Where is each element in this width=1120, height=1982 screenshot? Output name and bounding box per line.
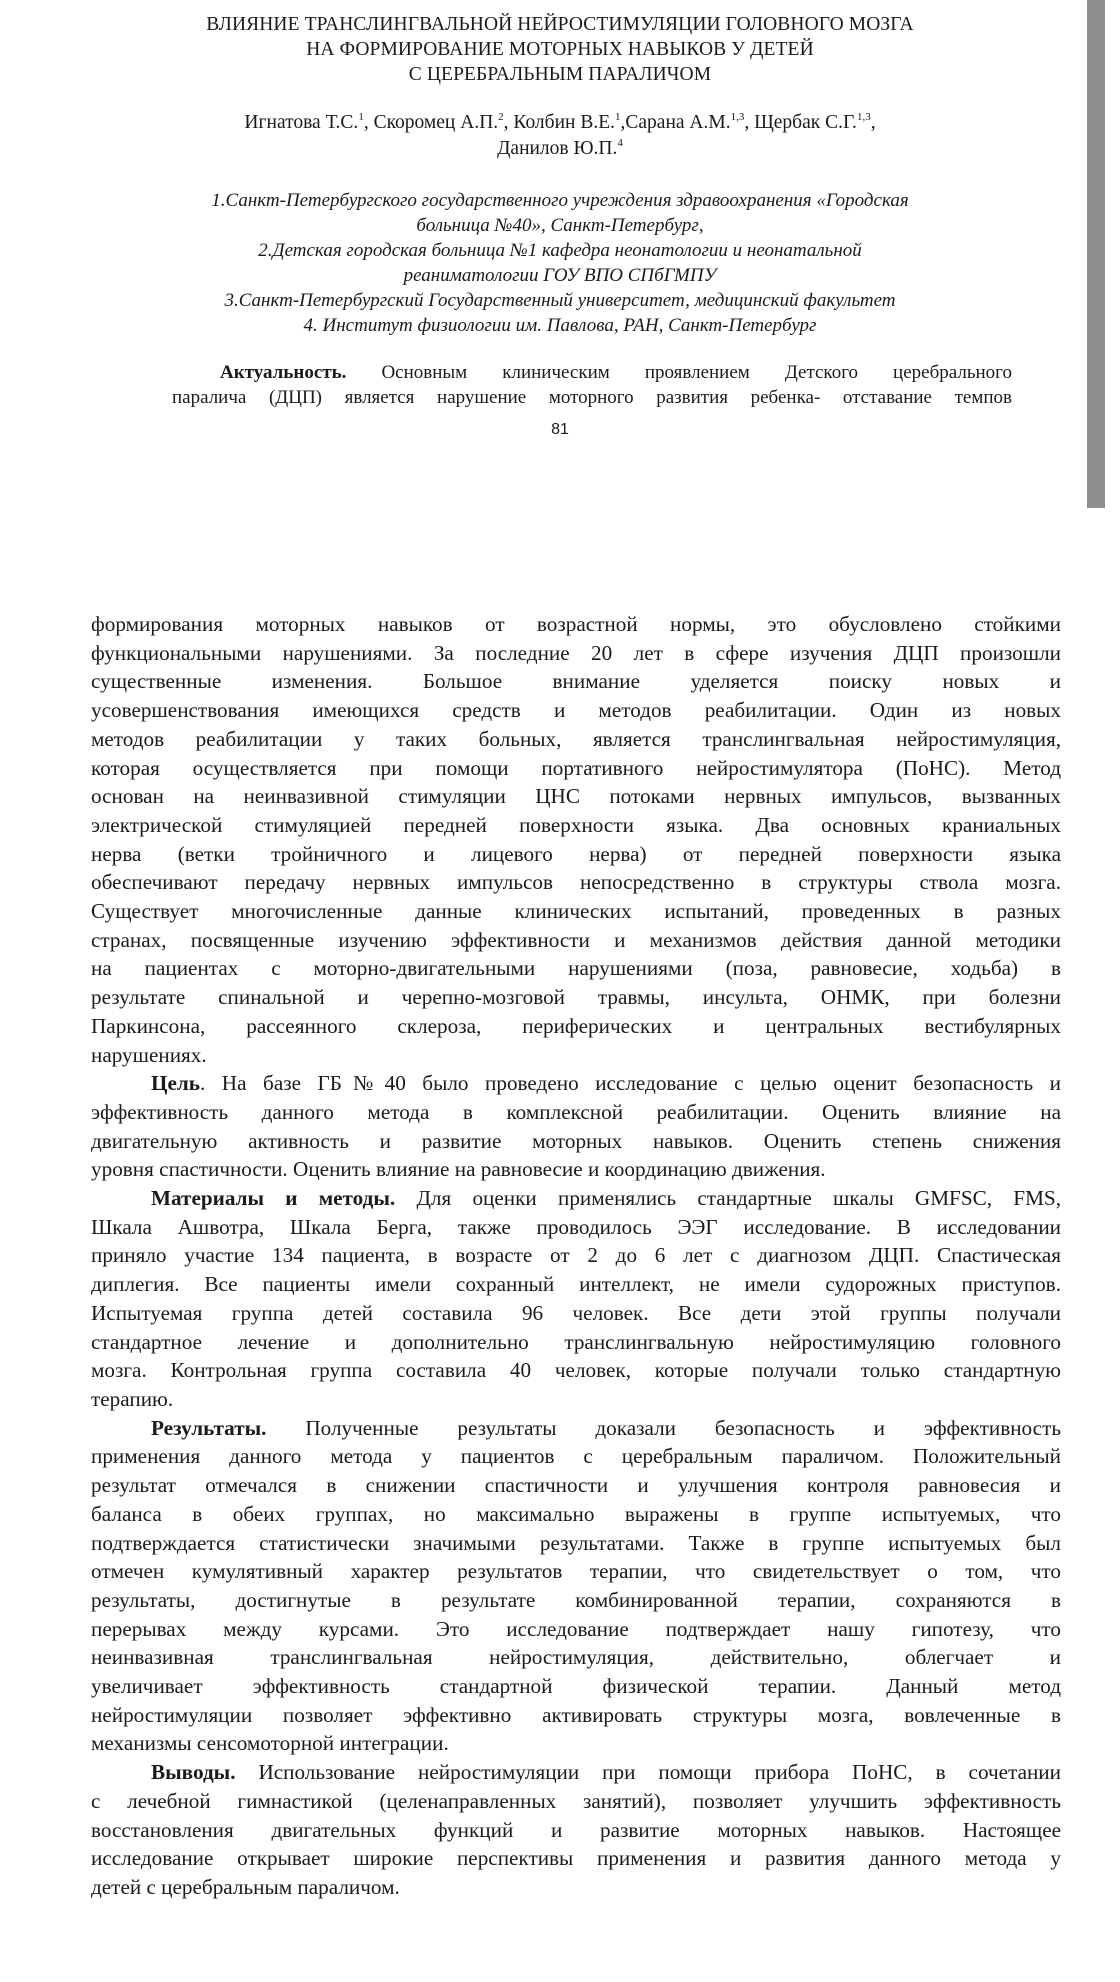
body-line xyxy=(91,696,1061,725)
body-line-text: исследование открывает широкие перспективы применения и развития данного метода у xyxy=(91,1846,1061,1871)
body-line-text: усовершенствования имеющихся средств и методов реабилитации. Один из новых xyxy=(91,698,1061,723)
body-line xyxy=(91,1643,1061,1672)
affiliation-line: 2.Детская городская больница №1 кафедра неонатологии и неонатальной xyxy=(258,240,862,261)
article-title xyxy=(150,12,970,87)
body-line xyxy=(91,1442,1061,1471)
body-line xyxy=(91,1873,1061,1902)
body-line xyxy=(91,811,1061,840)
body-line xyxy=(91,1471,1061,1500)
body-line-text: терапию. xyxy=(91,1386,174,1411)
body-line xyxy=(91,1155,1061,1184)
title-line: НА ФОРМИРОВАНИЕ МОТОРНЫХ НАВЫКОВ У ДЕТЕЙ xyxy=(306,39,814,60)
body-line xyxy=(91,983,1061,1012)
body-line xyxy=(91,1701,1061,1730)
body-line xyxy=(91,782,1061,811)
body-line-text: перерывах между курсами. Это исследование подтверждает нашу гипотезу, что xyxy=(91,1616,1061,1641)
author-list xyxy=(150,110,970,162)
author-affiliation-mark: 1 xyxy=(615,111,621,123)
body-line xyxy=(91,1356,1061,1385)
authors-line-2 xyxy=(150,136,970,162)
body-line-text: результаты, достигнутые в результате комбинированной терапии, сохраняются в xyxy=(91,1587,1061,1612)
section-heading: Материалы и методы. xyxy=(151,1186,396,1211)
body-line xyxy=(91,954,1061,983)
body-line xyxy=(91,725,1061,754)
body-line xyxy=(91,1385,1061,1414)
author-separator: , xyxy=(503,112,514,133)
body-line xyxy=(91,1213,1061,1242)
body-line-text: приняло участие 134 пациента, в возрасте от 2 до 6 лет с диагнозом ДЦП. Спастическая xyxy=(91,1243,1061,1268)
affiliation-line: 3.Санкт-Петербургский Государственный университет, медицинский факультет xyxy=(224,290,896,311)
body-line xyxy=(91,667,1061,696)
body-line-text: Паркинсона, рассеянного склероза, периферических и центральных вестибулярных xyxy=(91,1013,1061,1038)
body-line xyxy=(91,1041,1061,1070)
relevance-paragraph xyxy=(172,360,1012,410)
section-heading: Результаты. xyxy=(151,1415,267,1440)
author-name: Колбин В.Е. xyxy=(513,112,616,133)
body-line-text: нейростимуляции позволяет эффективно активировать структуры мозга, вовлеченные в xyxy=(91,1702,1061,1727)
body-line-text: диплегия. Все пациенты имели сохранный интеллект, не имели судорожных приступов. xyxy=(91,1272,1061,1297)
author-affiliation-mark: 4 xyxy=(617,137,623,149)
body-line-text: результат отмечался в снижении спастичности и улучшения контроля равновесия и xyxy=(91,1473,1061,1498)
body-line-text: неинвазивная транслингвальная нейростимуляция, действительно, облегчает и xyxy=(91,1645,1061,1670)
body-line xyxy=(91,1729,1061,1758)
body-line-text: Шкала Ашвотра, Шкала Берга, также проводилось ЭЭГ исследование. В исследовании xyxy=(91,1214,1061,1239)
body-line-text: . На базе ГБ№40 было проведено исследование с целью оценит безопасность и xyxy=(199,1071,1061,1096)
body-line xyxy=(91,1557,1061,1586)
body-line-text: эффективность данного метода в комплексной реабилитации. Оценить влияние на xyxy=(91,1099,1061,1124)
affiliation-line: 4. Институт физиологии им. Павлова, РАН, Санкт-Петербург xyxy=(303,315,817,336)
body-line-text: Полученные результаты доказали безопасность и эффективность xyxy=(266,1415,1061,1440)
body-line-text: Испытуемая группа детей составила 96 человек. Все дети этой группы получали xyxy=(91,1300,1061,1325)
body-line xyxy=(91,1500,1061,1529)
body-line xyxy=(91,1529,1061,1558)
author-name: Данилов Ю.П. xyxy=(497,138,618,159)
body-line-text: применения данного метода у пациентов с церебральным параличом. Положительный xyxy=(91,1444,1061,1469)
affiliation-line: больница №40», Санкт-Петербург, xyxy=(416,215,704,236)
body-line-text: Для оценки применялись стандартные шкалы GMFSC, FMS, xyxy=(395,1186,1061,1211)
page-number: 81 xyxy=(551,421,569,438)
body-line-text: странах, посвященные изучению эффективности и механизмов действия данной методики xyxy=(91,927,1061,952)
body-line-text: электрической стимуляцией передней поверхности языка. Два основных краниальных xyxy=(91,812,1061,837)
affiliation-line: реаниматологии ГОУ ВПО СПбГМПУ xyxy=(403,265,717,286)
body-line xyxy=(91,1758,1061,1787)
body-line-text: восстановления двигательных функций и развитие моторных навыков. Настоящее xyxy=(91,1817,1061,1842)
body-line xyxy=(91,1299,1061,1328)
body-line xyxy=(91,610,1061,639)
body-line-text: баланса в обеих группах, но максимально выражены в группе испытуемых, что xyxy=(91,1501,1061,1526)
title-line: ВЛИЯНИЕ ТРАНСЛИНГВАЛЬНОЙ НЕЙРОСТИМУЛЯЦИИ ГОЛОВНОГО МОЗГА xyxy=(206,14,914,35)
body-line-text: на пациентах с моторно-двигательными нарушениями (поза, равновесие, ходьба) в xyxy=(91,956,1061,981)
author-affiliation-mark: 1 xyxy=(358,111,364,123)
body-line-text: существенные изменения. Большое внимание уделяется поиску новых и xyxy=(91,669,1061,694)
body-line-text: результате спинальной и черепно-мозговой травмы, инсульта, ОНМК, при болезни xyxy=(91,985,1061,1010)
body-line xyxy=(91,1615,1061,1644)
author-name: Щербак С.Г. xyxy=(754,112,857,133)
body-line-text: двигательную активность и развитие моторных навыков. Оценить степень снижения xyxy=(91,1128,1061,1153)
author-separator: , xyxy=(744,112,755,133)
body-line xyxy=(91,926,1061,955)
body-line-text: детей с церебральным параличом. xyxy=(91,1874,400,1899)
author-separator: , xyxy=(620,112,626,133)
body-line-text: основан на неинвазивной стимуляции ЦНС потоками нервных импульсов, вызванных xyxy=(91,784,1061,809)
body-line-text: уровня спастичности. Оценить влияние на равновесие и координацию движения. xyxy=(91,1157,826,1182)
body-line-text: увеличивает эффективность стандартной физической терапии. Данный метод xyxy=(91,1674,1061,1699)
body-line xyxy=(91,1586,1061,1615)
body-line-text: формирования моторных навыков от возрастной нормы, это обусловлено стойкими xyxy=(91,612,1061,636)
body-line xyxy=(91,1270,1061,1299)
body-line-text: механизмы сенсомоторной интеграции. xyxy=(91,1731,449,1756)
body-line xyxy=(91,639,1061,668)
body-line-text: функциональными нарушениями. За последние 20 лет в сфере изучения ДЦП произошли xyxy=(91,640,1061,665)
body-line xyxy=(91,1816,1061,1845)
body-line xyxy=(91,1672,1061,1701)
body-line-text: с лечебной гимнастикой (целенаправленных занятий), позволяет улучшить эффективность xyxy=(91,1788,1061,1813)
body-line xyxy=(91,754,1061,783)
body-text xyxy=(91,610,1061,1902)
section-heading: Цель xyxy=(151,1071,200,1096)
body-line xyxy=(91,1069,1061,1098)
page-top-section xyxy=(0,0,1120,460)
affiliation-line: 1.Санкт-Петербургского государственного учреждения здравоохранения «Городская xyxy=(211,190,909,211)
relevance-line-2: паралича (ДЦП) является нарушение моторного развития ребенка- отставание темпов xyxy=(172,387,1012,408)
body-line-text: обеспечивают передачу нервных импульсов непосредственно в структуры ствола мозга. xyxy=(91,870,1061,895)
affiliations xyxy=(170,188,950,338)
section-heading: Выводы. xyxy=(151,1760,236,1785)
author-name: Скоромец А.П. xyxy=(373,112,499,133)
body-line xyxy=(91,840,1061,869)
author-affiliation-mark: 2 xyxy=(498,111,504,123)
body-line xyxy=(91,1127,1061,1156)
body-line xyxy=(91,1328,1061,1357)
authors-line-1 xyxy=(150,110,970,136)
body-line xyxy=(91,868,1061,897)
title-line: С ЦЕРЕБРАЛЬНЫМ ПАРАЛИЧОМ xyxy=(408,64,712,85)
body-line-text: нерва (ветки тройничного и лицевого нерва) от передней поверхности языка xyxy=(91,841,1061,866)
body-line-text: подтверждается статистически значимыми результатами. Также в группе испытуемых был xyxy=(91,1530,1061,1555)
body-line-text: Существует многочисленные данные клинических испытаний, проведенных в разных xyxy=(91,899,1061,924)
body-line xyxy=(91,1098,1061,1127)
body-line xyxy=(91,1241,1061,1270)
body-line-text: отмечен кумулятивный характер результатов терапии, что свидетельствует о том, что xyxy=(91,1559,1061,1584)
body-line-text: мозга. Контрольная группа составила 40 человек, которые получали только стандартную xyxy=(91,1358,1061,1383)
author-separator: , xyxy=(363,112,374,133)
body-line xyxy=(91,897,1061,926)
body-line xyxy=(91,1844,1061,1873)
body-line-text: методов реабилитации у таких больных, является транслингвальная нейростимуляция, xyxy=(91,726,1061,751)
body-line xyxy=(91,1184,1061,1213)
body-line-text: которая осуществляется при помощи портативного нейростимулятора (ПоНС). Метод xyxy=(91,755,1061,780)
author-separator: , xyxy=(870,112,876,133)
body-line-text: нарушениях. xyxy=(91,1042,207,1067)
body-line xyxy=(91,1012,1061,1041)
author-affiliation-mark: 1,3 xyxy=(730,111,745,123)
body-line-text: стандартное лечение и дополнительно транслингвальную нейростимуляцию головного xyxy=(91,1329,1061,1354)
body-line xyxy=(91,1414,1061,1443)
relevance-line-1 xyxy=(172,360,1012,385)
author-name: Игнатова Т.С. xyxy=(244,112,359,133)
body-line xyxy=(91,1787,1061,1816)
author-affiliation-mark: 1,3 xyxy=(856,111,871,123)
author-name: Сарана А.М. xyxy=(625,112,731,133)
relevance-heading: Актуальность. xyxy=(220,362,347,383)
body-line-text: Использование нейростимуляции при помощи прибора ПоНС, в сочетании xyxy=(235,1760,1061,1785)
relevance-text: Основным клиническим проявлением Детского церебрального xyxy=(381,362,1012,383)
